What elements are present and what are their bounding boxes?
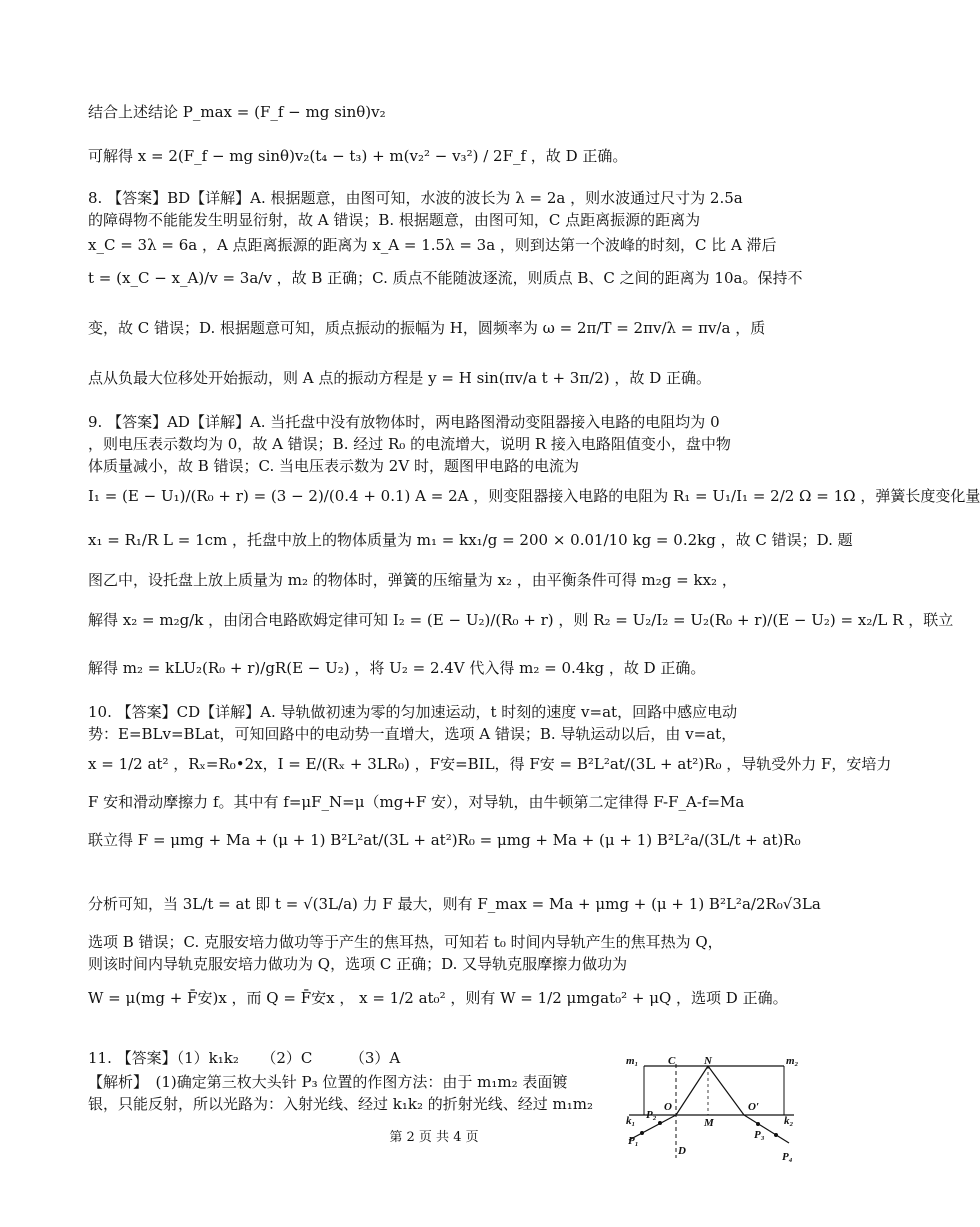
text-line-14: 图乙中，设托盘上放上质量为 m₂ 的物体时，弹簧的压缩量为 x₂ ，由平衡条件可得 m₂g = kx₂ ，	[88, 571, 737, 589]
figure-label: O′	[748, 1101, 760, 1113]
text-line-12: I₁ = (E − U₁)/(R₀ + r) = (3 − 2)/(0.4 + 0.1) A = 2A ，则变阻器接入电路的电阻为 R₁ = U₁/I₁ = 2/2 Ω = 1Ω ，弹簧长度变化量	[88, 487, 980, 505]
text-line-15: 解得 x₂ = m₂g/k ，由闭合电路欧姆定律可知 I₂ = (E − U₂)/(R₀ + r) ，则 R₂ = U₂/I₂ = U₂(R₀ + r)/(E − U₂) = x₂/L R ，联立	[88, 611, 954, 629]
text-line-7: 变，故 C 错误；D. 根据题意可知，质点振动的振幅为 H，圆频率为 ω = 2π/T = 2πv/λ = πv/a ，质	[88, 319, 766, 337]
text-line-2: 可解得 x = 2(F_f − mg sinθ)v₂(t₄ − t₃) + m(v₂² − v₃²) / 2F_f ，故 D 正确。	[88, 147, 628, 165]
figure-label: P₄	[782, 1151, 793, 1163]
text-line-11: 体质量减小，故 B 错误；C. 当电压表示数为 2V 时，题图甲电路的电流为	[88, 457, 579, 475]
text-line-21: 联立得 F = μmg + Ma + (μ + 1) B²L²at/(3L + at²)R₀ = μmg + Ma + (μ + 1) B²L²a/(3L/t + at)R₀	[88, 831, 801, 849]
optics-figure	[624, 1055, 824, 1168]
text-line-22: 分析可知，当 3L/t = at 即 t = √(3L/a) 力 F 最大，则有 F_max = Ma + μmg + (μ + 1) B²L²a/2R₀√3La	[88, 895, 821, 913]
figure-label: P₃	[754, 1129, 765, 1141]
figure-label: P₁	[628, 1135, 639, 1147]
text-line-9: 9. 【答案】AD【详解】A. 当托盘中没有放物体时，两电路图滑动变阻器接入电路的电阻均为 0	[88, 413, 720, 431]
figure-label: M	[704, 1117, 714, 1129]
text-line-5: x_C = 3λ = 6a ，A 点距离振源的距离为 x_A = 1.5λ = 3a ，则到达第一个波峰的时刻，C 比 A 滞后	[88, 236, 777, 254]
text-line-10: ，则电压表示数均为 0，故 A 错误；B. 经过 R₀ 的电流增大，说明 R 接入电路阻值变小，盘中物	[88, 435, 731, 453]
figure-label: C	[668, 1055, 676, 1067]
text-line-25: W = μ(mg + F̄安)x ，而 Q = F̄安x ， x = 1/2 at₀² ，则有 W = 1/2 μmgat₀² + μQ ，选项 D 正确。	[88, 989, 788, 1007]
page-footer: 第 2 页 共 4 页	[389, 1130, 479, 1145]
text-line-3: 8. 【答案】BD【详解】A. 根据题意，由图可知，水波的波长为 λ = 2a ，则水波通过尺寸为 2.5a	[88, 189, 743, 207]
figure-label: m₁	[626, 1055, 639, 1067]
text-line-18: 势：E=BLv=BLat，可知回路中的电动势一直增大，选项 A 错误；B. 导轨运动以后，由 v=at，	[88, 725, 737, 743]
figure-label: P₂	[646, 1109, 657, 1121]
figure-label: k₁	[626, 1115, 636, 1127]
figure-label: m₂	[786, 1055, 799, 1067]
text-line-23: 选项 B 错误；C. 克服安培力做功等于产生的焦耳热，可知若 t₀ 时间内导轨产生的焦耳热为 Q，	[88, 933, 723, 951]
figure-label: N	[704, 1055, 712, 1067]
figure-label: O	[664, 1101, 672, 1113]
text-line-16: 解得 m₂ = kLU₂(R₀ + r)/gR(E − U₂) ，将 U₂ = 2.4V 代入得 m₂ = 0.4kg ，故 D 正确。	[88, 659, 706, 677]
text-line-28: 银，只能反射，所以光路为：入射光线、经过 k₁k₂ 的折射光线、经过 m₁m₂	[88, 1095, 593, 1113]
text-line-1: 结合上述结论 P_max = (F_f − mg sinθ)v₂	[88, 103, 386, 121]
text-line-26: 11. 【答案】（1）k₁k₂ （2）C （3）A	[88, 1049, 401, 1067]
text-line-19: x = 1/2 at² ，Rₓ=R₀•2x，I = E/(Rₓ + 3LR₀) ，F安=BIL，得 F安 = B²L²at/(3L + at²)R₀ ，导轨受外力 F，安培力	[88, 755, 892, 773]
figure-label: D	[678, 1145, 686, 1157]
text-line-27: 【解析】 (1)确定第三枚大头针 P₃ 位置的作图方法：由于 m₁m₂ 表面镀	[88, 1073, 568, 1091]
text-line-13: x₁ = R₁/R L = 1cm ，托盘中放上的物体质量为 m₁ = kx₁/g = 200 × 0.01/10 kg = 0.2kg ，故 C 错误；D. 题	[88, 531, 853, 549]
text-line-20: F 安和滑动摩擦力 f。其中有 f=μF_N=μ（mg+F 安），对导轨，由牛顿第二定律得 F-F_A-f=Ma	[88, 793, 745, 811]
text-line-17: 10. 【答案】CD【详解】A. 导轨做初速为零的匀加速运动，t 时刻的速度 v=at，回路中感应电动	[88, 703, 738, 721]
text-line-4: 的障碍物不能能发生明显衍射，故 A 错误；B. 根据题意，由图可知，C 点距离振源的距离为	[88, 211, 701, 229]
text-line-8: 点从负最大位移处开始振动，则 A 点的振动方程是 y = H sin(πv/a t + 3π/2) ，故 D 正确。	[88, 369, 711, 387]
figure-label: k₂	[784, 1115, 794, 1127]
text-line-24: 则该时间内导轨克服安培力做功为 Q，选项 C 正确；D. 又导轨克服摩擦力做功为	[88, 955, 628, 973]
text-line-6: t = (x_C − x_A)/v = 3a/v ，故 B 正确；C. 质点不能随波逐流，则质点 B、C 之间的距离为 10a。保持不	[88, 269, 803, 287]
